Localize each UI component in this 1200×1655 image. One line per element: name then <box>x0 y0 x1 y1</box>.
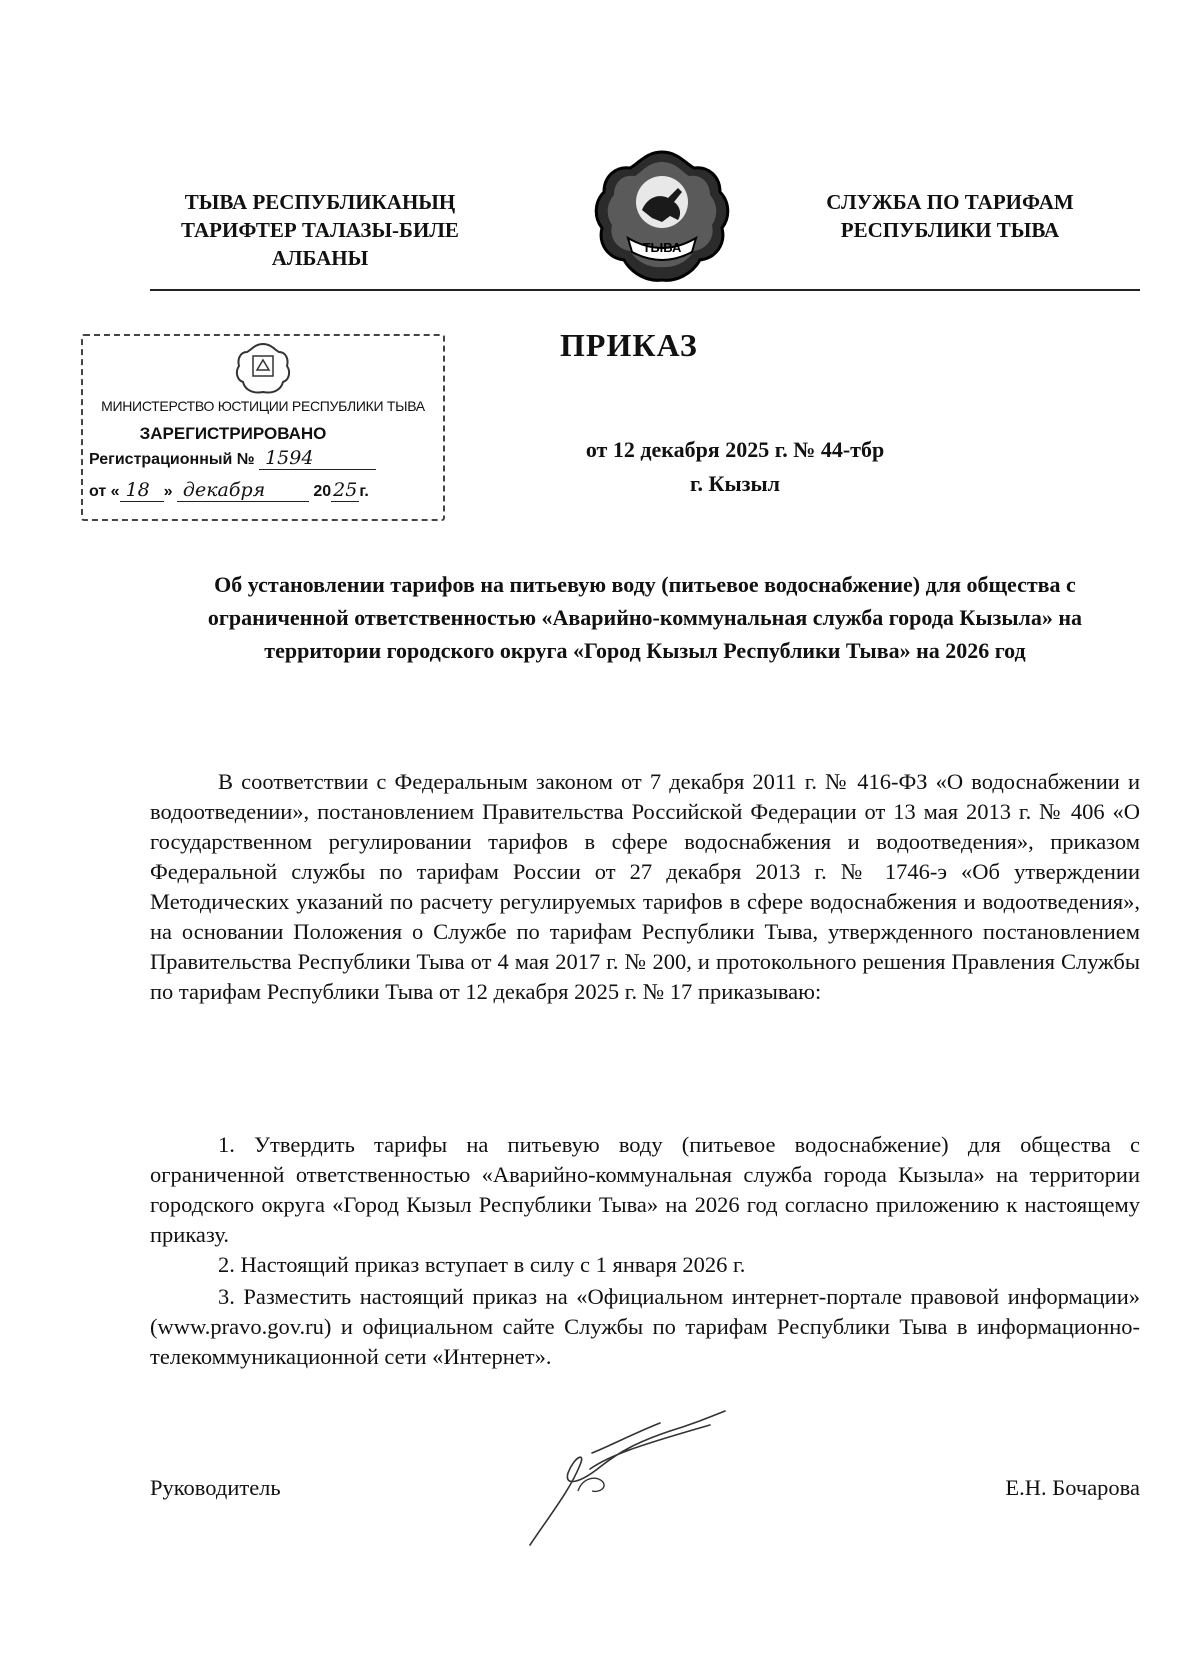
stamp-date-month: декабря <box>177 479 309 502</box>
header-divider <box>150 289 1140 291</box>
header-left-line: ТЫВА РЕСПУБЛИКАНЫҢ <box>184 190 456 214</box>
stamp-reg-label: Регистрационный № <box>89 451 255 468</box>
header-right-line: СЛУЖБА ПО ТАРИФАМ <box>826 190 1074 214</box>
emblem-label: ТЫВА <box>642 240 682 255</box>
order-item: 3. Разместить настоящий приказ на «Официальном интернет-портале правовой информации» (www.pravo.gov.ru) и официальном сайте Службы по тарифам Республики Тыва в информационно-телекоммуникационной сети «Интернет». <box>150 1284 1140 1369</box>
document-title: Об установлении тарифов на питьевую воду (питьевое водоснабжение) для общества с ограниченной ответственностью «Аварийно-коммунальная служба города Кызыла» на территории городского округа «Город Кызыл Республики Тыва» на 2026 год <box>207 572 1083 663</box>
stamp-registered: ЗАРЕГИСТРИРОВАНО <box>139 424 327 443</box>
header-left-line: АЛБАНЫ <box>271 246 369 270</box>
stamp-date-year-prefix: 20 <box>313 483 332 500</box>
stamp-reg-row <box>89 447 376 470</box>
legal-basis-paragraph: В соответствии с Федеральным законом от 7 декабря 2011 г. № 416-ФЗ «О водоснабжении и водоотведении», постановлением Правительства Российской Федерации от 13 мая 2013 г. № 406 «О государственном регулировании тарифов в сфере водоснабжения и водоотведения», приказом Федеральной службы по тарифам России от 27 декабря 2013 г. № 1746-э «Об утверждении Методических указаний по расчету регулируемых тарифов в сфере водоснабжения и водоотведения», на основании Положения о Службе по тарифам Республики Тыва, утвержденного постановлением Правительства Республики Тыва от 4 мая 2017 г. № 200, и протокольного решения Правления Службы по тарифам Республики Тыва от 12 декабря 2025 г. № 17 приказываю: <box>150 769 1140 1004</box>
stamp-date-prefix: от « <box>89 483 120 500</box>
signatory-position: Руководитель <box>150 1475 281 1500</box>
header-left-title <box>150 188 490 272</box>
order-city: г. Кызыл <box>690 471 780 496</box>
stamp-reg-number: 1594 <box>259 447 376 470</box>
stamp-date-mid: » <box>163 483 173 500</box>
signatory-name: Е.Н. Бочарова <box>1005 1475 1140 1500</box>
order-item: 2. Настоящий приказ вступает в силу с 1 января 2026 г. <box>218 1252 746 1277</box>
stamp-date-day: 18 <box>120 479 164 502</box>
stamp-ministry: МИНИСТЕРСТВО ЮСТИЦИИ РЕСПУБЛИКИ ТЫВА <box>101 398 425 414</box>
registration-stamp <box>81 334 445 521</box>
header-right-line: РЕСПУБЛИКИ ТЫВА <box>840 218 1060 242</box>
handwritten-signature <box>520 1395 740 1565</box>
ministry-emblem-icon <box>235 340 291 396</box>
tuva-coat-of-arms-icon <box>590 146 735 291</box>
header-right-title <box>800 188 1100 244</box>
header-left-line: ТАРИФТЕР ТАЛАЗЫ-БИЛЕ <box>181 218 459 242</box>
stamp-date-year: 25 <box>333 479 358 501</box>
stamp-date-row <box>89 479 369 502</box>
order-number-date: от 12 декабря 2025 г. № 44-тбр <box>585 437 885 462</box>
stamp-date-suffix: г. <box>359 483 369 500</box>
order-item: 1. Утвердить тарифы на питьевую воду (питьевое водоснабжение) для общества с ограниченной ответственностью «Аварийно-коммунальная служба города Кызыла» на территории городского округа «Город Кызыл Республики Тыва» на 2026 год согласно приложению к настоящему приказу. <box>150 1132 1140 1247</box>
document-type: ПРИКАЗ <box>560 327 698 363</box>
